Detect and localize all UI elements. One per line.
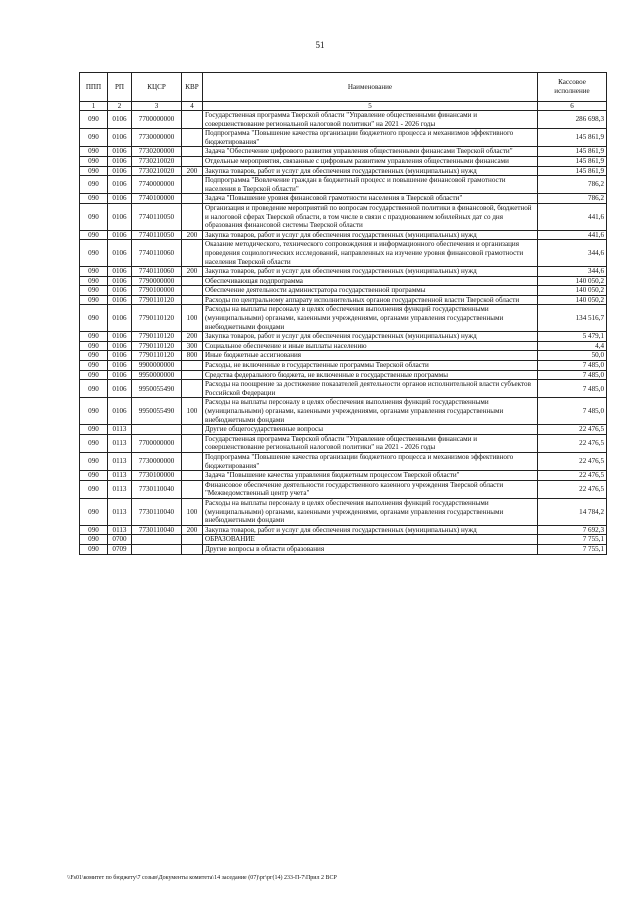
header-ppp: ППП (80, 73, 108, 102)
cell-rp: 0106 (108, 295, 132, 305)
table-row (80, 498, 607, 525)
cell-ppp: 090 (80, 480, 108, 498)
cell-kvr (182, 471, 203, 481)
cell-kvr (182, 370, 203, 380)
cell-name: Финансовое обеспечение деятельности государственного казенного учреждения Тверской области "Межведомственный центр учета" (203, 480, 538, 498)
cell-amount: 786,2 (538, 194, 607, 204)
cell-name: Другие вопросы в области образования (203, 544, 538, 554)
cell-name: Отдельные мероприятия, связанные с цифровым развитием управления общественными финансами (203, 156, 538, 166)
cell-kcsr: 9950000000 (132, 370, 182, 380)
cell-rp: 0113 (108, 525, 132, 535)
column-number-row (80, 102, 607, 111)
cell-kcsr: 9950055490 (132, 380, 182, 398)
cell-rp: 0106 (108, 398, 132, 425)
cell-kcsr: 7790000000 (132, 276, 182, 286)
cell-ppp: 090 (80, 351, 108, 361)
cell-kcsr: 7730210020 (132, 166, 182, 176)
cell-ppp: 090 (80, 425, 108, 435)
cell-ppp: 090 (80, 147, 108, 157)
table-row (80, 471, 607, 481)
column-number: 3 (132, 102, 182, 111)
cell-name: Расходы по центральному аппарату исполнительных органов государственной власти Тверской области (203, 295, 538, 305)
cell-rp: 0106 (108, 341, 132, 351)
cell-rp: 0106 (108, 351, 132, 361)
cell-kvr: 100 (182, 398, 203, 425)
table-row (80, 111, 607, 129)
cell-kcsr: 7700000000 (132, 434, 182, 452)
cell-kcsr: 7790110120 (132, 341, 182, 351)
cell-kcsr: 7790110120 (132, 332, 182, 342)
table-row (80, 380, 607, 398)
cell-rp: 0113 (108, 434, 132, 452)
cell-amount: 4,4 (538, 341, 607, 351)
cell-kvr (182, 452, 203, 470)
cell-name: Обеспечение деятельности администратора государственной программы (203, 286, 538, 296)
cell-kcsr: 7700000000 (132, 111, 182, 129)
cell-amount: 7 755,1 (538, 544, 607, 554)
cell-kcsr: 7730110040 (132, 525, 182, 535)
cell-kvr (182, 276, 203, 286)
cell-kvr: 200 (182, 267, 203, 277)
cell-rp: 0106 (108, 203, 132, 230)
cell-name: Расходы на поощрение за достижение показателей деятельности органов исполнительной власти субъектов Российской Федерации (203, 380, 538, 398)
table-row (80, 305, 607, 332)
cell-ppp: 090 (80, 267, 108, 277)
cell-ppp: 090 (80, 341, 108, 351)
cell-rp: 0106 (108, 267, 132, 277)
cell-rp: 0709 (108, 544, 132, 554)
cell-rp: 0106 (108, 156, 132, 166)
cell-amount: 441,6 (538, 230, 607, 240)
column-number: 2 (108, 102, 132, 111)
cell-kcsr: 7730100000 (132, 471, 182, 481)
cell-ppp: 090 (80, 194, 108, 204)
cell-amount: 22 476,5 (538, 425, 607, 435)
cell-amount: 145 861,9 (538, 156, 607, 166)
cell-amount: 7 485,0 (538, 380, 607, 398)
cell-name: Иные бюджетные ассигнования (203, 351, 538, 361)
table-row (80, 129, 607, 147)
cell-kcsr: 7730110040 (132, 480, 182, 498)
cell-ppp: 090 (80, 203, 108, 230)
cell-rp: 0106 (108, 129, 132, 147)
table-row (80, 286, 607, 296)
cell-ppp: 090 (80, 525, 108, 535)
cell-amount: 50,0 (538, 351, 607, 361)
cell-rp: 0106 (108, 111, 132, 129)
table-body (80, 111, 607, 555)
cell-kcsr (132, 535, 182, 545)
cell-name: Закупка товаров, работ и услуг для обеспечения государственных (муниципальных) нужд (203, 525, 538, 535)
table-row (80, 332, 607, 342)
cell-amount: 5 479,1 (538, 332, 607, 342)
cell-amount: 7 485,0 (538, 398, 607, 425)
cell-kvr: 200 (182, 166, 203, 176)
cell-amount: 7 692,3 (538, 525, 607, 535)
cell-kcsr (132, 425, 182, 435)
cell-name: Другие общегосударственные вопросы (203, 425, 538, 435)
cell-ppp: 090 (80, 111, 108, 129)
cell-rp: 0113 (108, 498, 132, 525)
cell-kvr (182, 176, 203, 194)
table-row (80, 156, 607, 166)
cell-rp: 0106 (108, 147, 132, 157)
cell-name: Оказание методического, технического сопровождения и информационного обеспечения и организация проведения социологических исследований, направленных на изучение уровня финансовой грамотности населения Тверской области (203, 240, 538, 267)
cell-rp: 0113 (108, 471, 132, 481)
cell-name: Расходы на выплаты персоналу в целях обеспечения выполнения функций государственными (муниципальными) органами, казенными учреждениями, органами управления государственными внебюджетными фондами (203, 305, 538, 332)
table-row (80, 480, 607, 498)
cell-name: Закупка товаров, работ и услуг для обеспечения государственных (муниципальных) нужд (203, 332, 538, 342)
column-number: 4 (182, 102, 203, 111)
cell-rp: 0106 (108, 361, 132, 371)
column-number: 5 (203, 102, 538, 111)
header-kcsr: КЦСР (132, 73, 182, 102)
cell-amount: 344,6 (538, 240, 607, 267)
cell-kcsr: 7740110050 (132, 230, 182, 240)
cell-name: Социальное обеспечение и иные выплаты населению (203, 341, 538, 351)
table-row (80, 341, 607, 351)
cell-amount: 344,6 (538, 267, 607, 277)
cell-kvr: 100 (182, 305, 203, 332)
cell-kcsr: 7730200000 (132, 147, 182, 157)
cell-name: Закупка товаров, работ и услуг для обеспечения государственных (муниципальных) нужд (203, 267, 538, 277)
table-row (80, 267, 607, 277)
table-row (80, 544, 607, 554)
cell-name: Государственная программа Тверской области "Управление общественными финансами и совершенствование региональной налоговой политики" на 2021 - 2026 годы (203, 111, 538, 129)
cell-rp: 0106 (108, 305, 132, 332)
header-kvr: КВР (182, 73, 203, 102)
cell-kvr: 300 (182, 341, 203, 351)
cell-name: Закупка товаров, работ и услуг для обеспечения государственных (муниципальных) нужд (203, 230, 538, 240)
cell-kvr (182, 147, 203, 157)
cell-amount: 140 050,2 (538, 295, 607, 305)
table-row (80, 452, 607, 470)
file-path-footer: \\Fs01\комитет по бюджету\7 созыв\Документы комитета\14 заседание (07)\рг\рг(14) 233-П-7\Прил 2 ВСР (67, 875, 337, 881)
cell-ppp: 090 (80, 361, 108, 371)
cell-amount: 7 485,0 (538, 370, 607, 380)
cell-ppp: 090 (80, 535, 108, 545)
cell-kvr (182, 156, 203, 166)
table-row (80, 176, 607, 194)
cell-kcsr: 7790100000 (132, 286, 182, 296)
cell-kcsr: 7790110120 (132, 351, 182, 361)
cell-kvr (182, 286, 203, 296)
cell-rp: 0106 (108, 240, 132, 267)
table-row (80, 351, 607, 361)
cell-rp: 0106 (108, 332, 132, 342)
cell-ppp: 090 (80, 230, 108, 240)
cell-kcsr (132, 544, 182, 554)
cell-kvr (182, 129, 203, 147)
table-row (80, 240, 607, 267)
cell-kvr (182, 480, 203, 498)
cell-rp: 0106 (108, 166, 132, 176)
cell-amount: 786,2 (538, 176, 607, 194)
cell-kvr (182, 535, 203, 545)
cell-rp: 0106 (108, 286, 132, 296)
cell-kcsr: 7790110120 (132, 295, 182, 305)
cell-ppp: 090 (80, 380, 108, 398)
cell-name: Расходы, не включенные в государственные программы Тверской области (203, 361, 538, 371)
cell-kvr (182, 240, 203, 267)
table-row (80, 194, 607, 204)
cell-rp: 0113 (108, 425, 132, 435)
cell-kcsr: 7730000000 (132, 129, 182, 147)
cell-kvr (182, 425, 203, 435)
cell-ppp: 090 (80, 471, 108, 481)
column-number: 6 (538, 102, 607, 111)
cell-kcsr: 7740100000 (132, 194, 182, 204)
cell-kcsr: 7740110050 (132, 203, 182, 230)
page-number: 51 (315, 40, 325, 50)
cell-amount: 22 476,5 (538, 434, 607, 452)
table-row (80, 434, 607, 452)
cell-amount: 145 861,9 (538, 129, 607, 147)
table-row (80, 361, 607, 371)
table-row (80, 230, 607, 240)
table-row (80, 425, 607, 435)
cell-ppp: 090 (80, 452, 108, 470)
cell-kvr (182, 361, 203, 371)
cell-rp: 0106 (108, 380, 132, 398)
cell-amount: 22 476,5 (538, 452, 607, 470)
budget-table (79, 72, 607, 555)
cell-amount: 140 050,2 (538, 286, 607, 296)
cell-name: Подпрограмма "Вовлечение граждан в бюджетный процесс и повышение финансовой грамотности населения в Тверской области" (203, 176, 538, 194)
table-row (80, 295, 607, 305)
cell-ppp: 090 (80, 240, 108, 267)
cell-kvr: 100 (182, 498, 203, 525)
cell-ppp: 090 (80, 276, 108, 286)
cell-kcsr: 9900000000 (132, 361, 182, 371)
cell-amount: 134 516,7 (538, 305, 607, 332)
cell-amount: 145 861,9 (538, 166, 607, 176)
cell-name: Задача "Обеспечение цифрового развития управления общественными финансами Тверской области" (203, 147, 538, 157)
cell-kvr: 200 (182, 332, 203, 342)
cell-name: Задача "Повышение уровня финансовой грамотности населения в Тверской области" (203, 194, 538, 204)
cell-name: Организация и проведение мероприятий по вопросам государственной политики в финансовой, бюджетной и налоговой сферах Тверской области, в том числе в связи с празднованием юбилейных дат со дня образования финансовой системы Тверской области (203, 203, 538, 230)
table-row (80, 525, 607, 535)
cell-name: Задача "Повышение качества управления бюджетным процессом Тверской области" (203, 471, 538, 481)
cell-kvr (182, 203, 203, 230)
cell-rp: 0106 (108, 194, 132, 204)
cell-ppp: 090 (80, 305, 108, 332)
cell-ppp: 090 (80, 434, 108, 452)
cell-name: Подпрограмма "Повышение качества организации бюджетного процесса и механизмов эффективного бюджетирования" (203, 129, 538, 147)
cell-name: Средства федерального бюджета, не включенные в государственные программы (203, 370, 538, 380)
cell-amount: 22 476,5 (538, 480, 607, 498)
cell-rp: 0106 (108, 276, 132, 286)
cell-kvr: 200 (182, 230, 203, 240)
cell-kvr (182, 295, 203, 305)
cell-rp: 0106 (108, 230, 132, 240)
cell-ppp: 090 (80, 166, 108, 176)
cell-name: Закупка товаров, работ и услуг для обеспечения государственных (муниципальных) нужд (203, 166, 538, 176)
cell-kcsr: 7740110060 (132, 267, 182, 277)
cell-amount: 7 755,1 (538, 535, 607, 545)
cell-name: Обеспечивающая подпрограмма (203, 276, 538, 286)
cell-kvr (182, 544, 203, 554)
cell-kvr: 800 (182, 351, 203, 361)
cell-kvr (182, 434, 203, 452)
cell-amount: 14 784,2 (538, 498, 607, 525)
table-header-row (80, 73, 607, 102)
cell-rp: 0113 (108, 480, 132, 498)
header-name: Наименование (203, 73, 538, 102)
cell-kcsr: 7730000000 (132, 452, 182, 470)
cell-kcsr: 7730210020 (132, 156, 182, 166)
cell-kvr: 200 (182, 525, 203, 535)
cell-ppp: 090 (80, 332, 108, 342)
cell-ppp: 090 (80, 370, 108, 380)
table-row (80, 203, 607, 230)
cell-kcsr: 7730110040 (132, 498, 182, 525)
cell-rp: 0700 (108, 535, 132, 545)
cell-ppp: 090 (80, 398, 108, 425)
cell-amount: 286 698,3 (538, 111, 607, 129)
cell-amount: 140 050,2 (538, 276, 607, 286)
table-row (80, 370, 607, 380)
cell-name: ОБРАЗОВАНИЕ (203, 535, 538, 545)
cell-ppp: 090 (80, 295, 108, 305)
cell-ppp: 090 (80, 498, 108, 525)
cell-name: Расходы на выплаты персоналу в целях обеспечения выполнения функций государственными (муниципальными) органами, казенными учреждениями, органами управления государственными внебюджетными фондами (203, 398, 538, 425)
cell-rp: 0106 (108, 370, 132, 380)
cell-amount: 7 485,0 (538, 361, 607, 371)
cell-name: Подпрограмма "Повышение качества организации бюджетного процесса и механизмов эффективного бюджетирования" (203, 452, 538, 470)
header-cash-execution: Кассовое исполнение (538, 73, 607, 102)
cell-kcsr: 7740000000 (132, 176, 182, 194)
cell-kcsr: 9950055490 (132, 398, 182, 425)
cell-ppp: 090 (80, 286, 108, 296)
table-row (80, 147, 607, 157)
cell-kcsr: 7790110120 (132, 305, 182, 332)
cell-kcsr: 7740110060 (132, 240, 182, 267)
cell-kvr (182, 111, 203, 129)
cell-ppp: 090 (80, 176, 108, 194)
cell-name: Расходы на выплаты персоналу в целях обеспечения выполнения функций государственными (муниципальными) органами, казенными учреждениями, органами управления государственными внебюджетными фондами (203, 498, 538, 525)
cell-ppp: 090 (80, 156, 108, 166)
cell-name: Государственная программа Тверской области "Управление общественными финансами и совершенствование региональной налоговой политики" на 2021 - 2026 годы (203, 434, 538, 452)
cell-kvr (182, 380, 203, 398)
cell-ppp: 090 (80, 129, 108, 147)
cell-amount: 145 861,9 (538, 147, 607, 157)
cell-amount: 22 476,5 (538, 471, 607, 481)
table-row (80, 535, 607, 545)
cell-amount: 441,6 (538, 203, 607, 230)
column-number: 1 (80, 102, 108, 111)
cell-rp: 0113 (108, 452, 132, 470)
table-row (80, 398, 607, 425)
table-row (80, 166, 607, 176)
cell-rp: 0106 (108, 176, 132, 194)
cell-ppp: 090 (80, 544, 108, 554)
table-row (80, 276, 607, 286)
header-rp: РП (108, 73, 132, 102)
cell-kvr (182, 194, 203, 204)
